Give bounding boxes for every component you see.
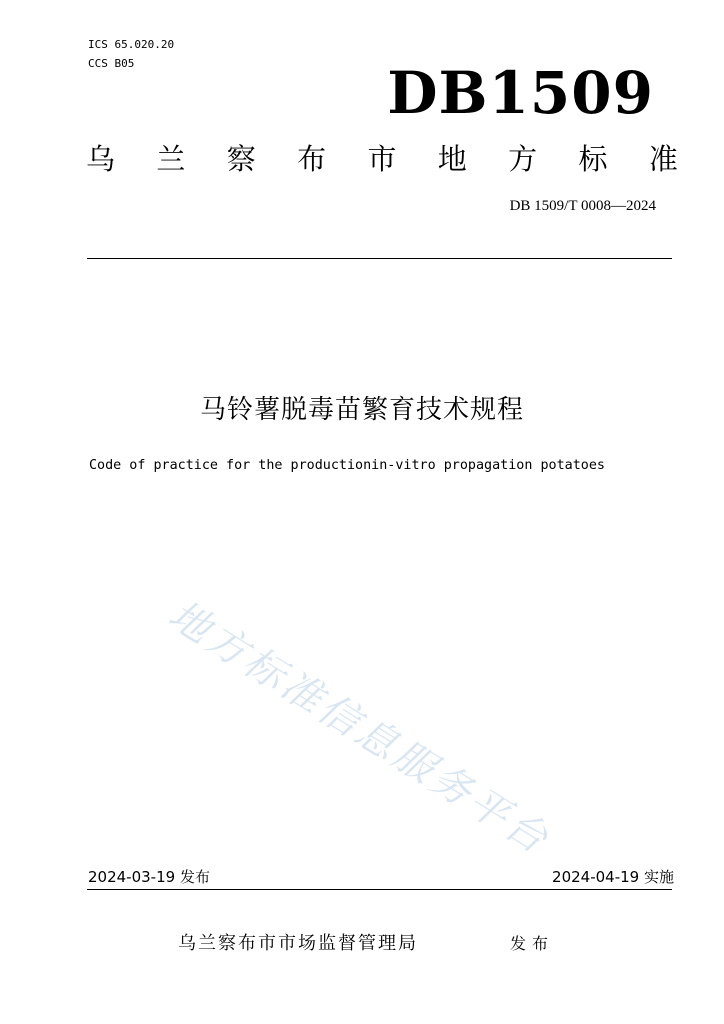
category-char: 市 <box>367 142 397 176</box>
category-char: 布 <box>297 142 327 176</box>
document-title-english: Code of practice for the productionin-vitro propagation potatoes <box>89 458 605 473</box>
issuing-action: 发布 <box>510 934 555 953</box>
document-title-chinese: 马铃薯脱毒苗繁育技术规程 <box>199 395 524 425</box>
category-char: 方 <box>508 142 538 176</box>
watermark: 地方标准信息服务平台 <box>160 592 559 865</box>
standard-logo: DB1509 <box>387 59 654 127</box>
standard-category <box>86 140 678 178</box>
issuing-authority: 乌兰察布市市场监督管理局 <box>178 933 418 954</box>
issue-date: 2024-03-19 发布 <box>88 868 210 886</box>
category-char: 地 <box>437 142 467 176</box>
ccs-code: CCS B05 <box>88 57 135 70</box>
header-divider <box>87 258 672 259</box>
footer-divider <box>87 889 672 890</box>
ics-code: ICS 65.020.20 <box>88 38 175 51</box>
category-char: 标 <box>578 142 608 176</box>
category-char: 察 <box>226 142 256 176</box>
category-char: 兰 <box>156 142 186 176</box>
standard-number: DB 1509/T 0008—2024 <box>509 198 656 214</box>
implementation-date: 2024-04-19 实施 <box>552 868 674 886</box>
category-char: 准 <box>648 142 678 176</box>
category-char: 乌 <box>86 142 116 176</box>
